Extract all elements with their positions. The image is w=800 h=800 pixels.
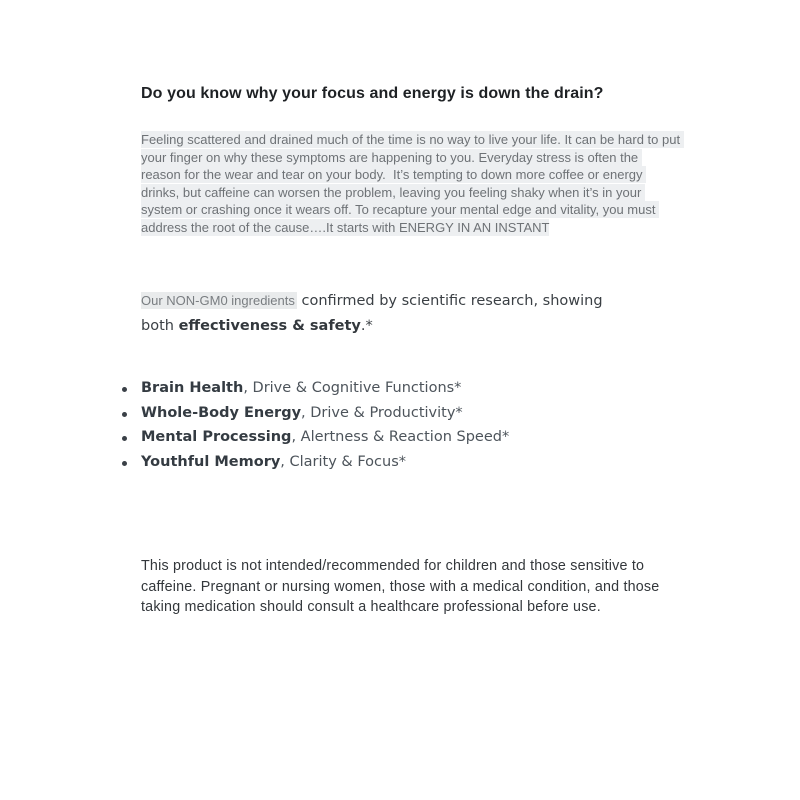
research-statement (141, 288, 701, 339)
benefit-item (122, 380, 509, 398)
benefit-item (122, 405, 509, 423)
benefits-list (122, 380, 509, 478)
research-text: confirmed by scientific research, showing (296, 293, 603, 309)
benefit-item (122, 454, 509, 472)
benefit-text (141, 380, 461, 398)
research-line-1 (141, 288, 701, 314)
benefit-desc: , Drive & Productivity* (301, 404, 463, 421)
benefit-item (122, 429, 509, 447)
research-text-suffix: .* (360, 318, 373, 334)
benefit-desc: , Clarity & Focus* (280, 453, 406, 470)
bullet-icon (122, 461, 127, 466)
intro-highlight-text: Feeling scattered and drained much of the time is no way to live your life. It can be hard to put your finger on why these symptoms are happening to you. Everyday stress is often the reason for the wear and tear on your body. It’s tempting to down more coffee or energy drinks, but caffeine can worsen the problem, leaving you feeling shaky when it’s in your system or crashing once it wears off. To recapture your mental edge and vitality, you must address the root of the cause….It starts with ENERGY IN AN INSTANT (141, 132, 684, 235)
nongmo-highlight-text: Our NON-GM0 ingredients (141, 293, 295, 308)
intro-paragraph (141, 131, 684, 237)
benefit-title: Whole-Body Energy (141, 404, 302, 421)
section-heading: Do you know why your focus and energy is down the drain? (141, 85, 604, 102)
benefit-text (141, 405, 463, 423)
bullet-icon (122, 436, 127, 441)
benefit-desc: , Drive & Cognitive Functions* (243, 380, 462, 396)
bullet-icon (122, 412, 127, 417)
benefit-desc: , Alertness & Reaction Speed* (291, 429, 510, 445)
benefit-title: Mental Processing (141, 429, 292, 445)
benefit-text (141, 429, 509, 447)
benefit-title: Brain Health (141, 380, 244, 396)
benefit-title: Youthful Memory (141, 453, 281, 470)
research-line-2 (141, 314, 701, 339)
disclaimer-paragraph: This product is not intended/recommended for children and those sensitive to caffeine. Pregnant or nursing women, those with a medical condition, and those taking medication should consult a healthcare professional before use. (141, 558, 660, 615)
effectiveness-bold-text: effectiveness & safety (178, 318, 361, 334)
bullet-icon (122, 387, 127, 392)
research-text-prefix: both (141, 318, 179, 334)
benefit-text (141, 454, 406, 472)
